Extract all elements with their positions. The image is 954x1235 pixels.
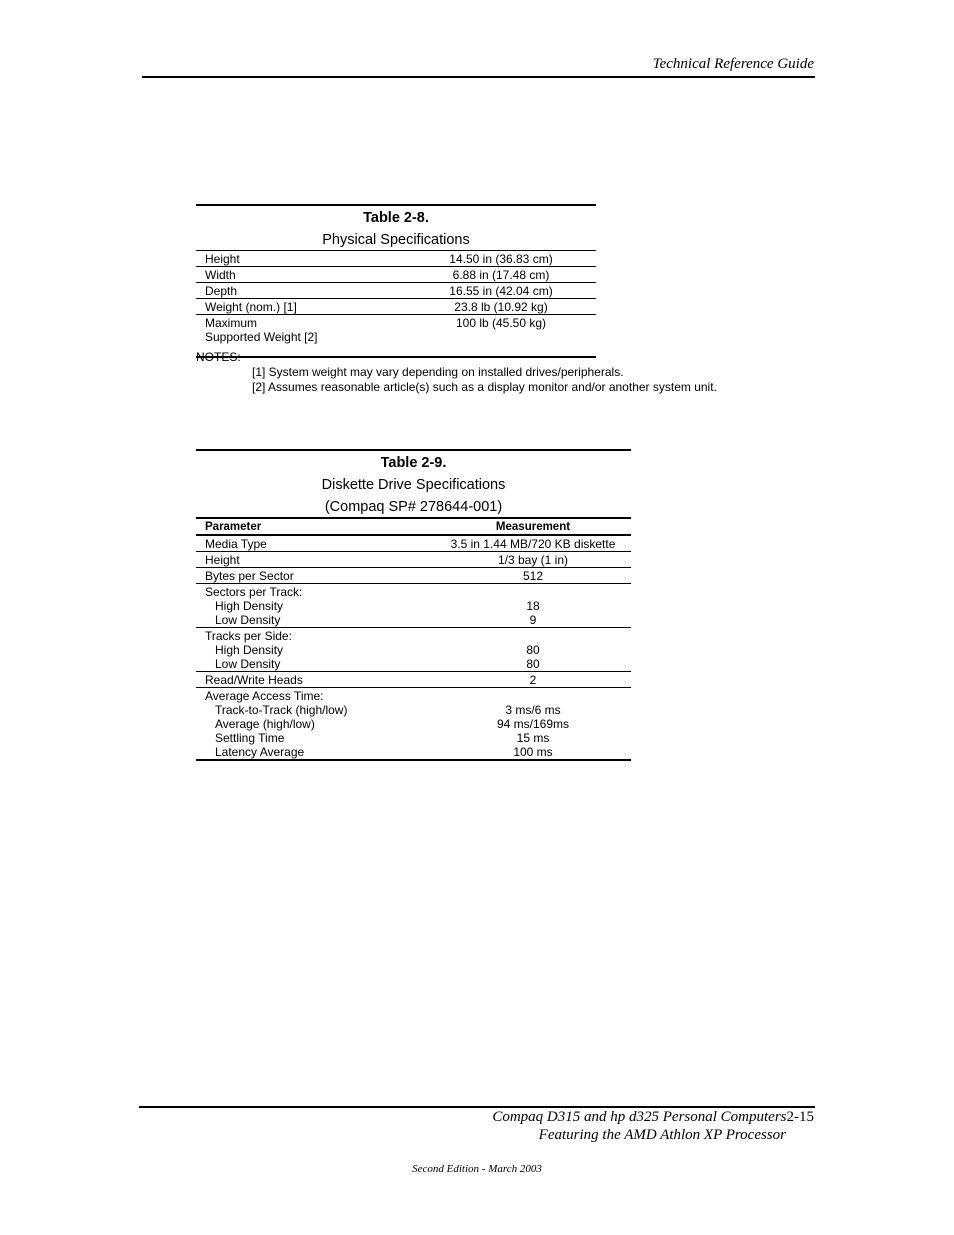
table-row	[196, 672, 631, 688]
header-rule	[142, 76, 815, 78]
edition-note: Second Edition - March 2003	[412, 1163, 542, 1175]
running-header-title: Technical Reference Guide	[652, 56, 814, 72]
table-row	[196, 688, 631, 703]
param-cell: Bytes per Sector	[205, 569, 294, 583]
note-item: [1] System weight may vary depending on installed drives/peripherals.	[252, 365, 624, 379]
table-subtitle: (Compaq SP# 278644-001)	[324, 499, 503, 515]
table-row	[196, 283, 596, 299]
table-row	[196, 703, 631, 717]
table-row	[196, 584, 631, 599]
table-caption	[196, 449, 631, 517]
value-cell: 16.55 in (42.04 cm)	[449, 284, 553, 298]
table-title: Diskette Drive Specifications	[321, 477, 506, 493]
value-cell: 2	[529, 673, 537, 687]
table-row	[196, 267, 596, 283]
table-row	[196, 657, 631, 671]
param-cell: Low Density	[215, 657, 281, 671]
value-cell: 80	[526, 657, 540, 671]
table-caption	[196, 204, 596, 250]
table-row	[196, 643, 631, 657]
table-notes	[196, 350, 717, 395]
footer-title	[492, 1109, 814, 1126]
value-cell: 18	[526, 599, 540, 613]
param-cell: Tracks per Side:	[205, 629, 292, 643]
value-cell: 100 lb (45.50 kg)	[455, 316, 547, 330]
param-cell: Average Access Time:	[205, 689, 324, 703]
table-group-access-time	[196, 688, 631, 761]
param-cell: Height	[205, 553, 240, 567]
table-row	[196, 731, 631, 745]
param-line: Maximum	[205, 316, 258, 330]
param-cell: High Density	[215, 599, 284, 613]
table-diskette-drive-specifications	[196, 449, 631, 761]
table-row	[196, 613, 631, 627]
page-number: 2-15	[786, 1109, 814, 1125]
header-parameter: Parameter	[205, 521, 262, 533]
table-group-sectors	[196, 584, 631, 628]
param-cell: Low Density	[215, 613, 281, 627]
value-cell: 512	[522, 569, 544, 583]
param-cell: Weight (nom.) [1]	[205, 300, 297, 314]
param-cell: Height	[205, 252, 240, 266]
table-row	[196, 250, 596, 267]
value-cell: 14.50 in (36.83 cm)	[449, 252, 553, 266]
param-cell	[196, 316, 406, 344]
value-cell: 1/3 bay (1 in)	[497, 553, 569, 567]
table-row	[196, 599, 631, 613]
notes-label: NOTES:	[196, 350, 241, 364]
param-cell: Latency Average	[215, 745, 305, 759]
table-number: Table 2-9.	[380, 455, 447, 471]
table-row	[196, 628, 631, 643]
value-cell: 80	[526, 643, 540, 657]
footer-title-text: Compaq D315 and hp d325 Personal Computers	[492, 1109, 787, 1125]
param-cell: Settling Time	[215, 731, 285, 745]
value-cell: 100 ms	[513, 745, 553, 759]
table-row	[196, 745, 631, 759]
table-row	[196, 717, 631, 731]
value-cell: 9	[529, 613, 537, 627]
param-cell: Width	[205, 268, 236, 282]
param-cell: Depth	[205, 284, 238, 298]
table-group-tracks	[196, 628, 631, 672]
table-row	[196, 299, 596, 315]
value-cell: 94 ms/169ms	[496, 717, 570, 731]
param-cell: High Density	[215, 643, 284, 657]
param-cell: Read/Write Heads	[205, 673, 303, 687]
value-cell: 15 ms	[516, 731, 550, 745]
value-cell: 3 ms/6 ms	[505, 703, 561, 717]
table-row	[196, 552, 631, 568]
table-header-row	[196, 517, 631, 536]
footer-subtitle: Featuring the AMD Athlon XP Processor	[538, 1127, 786, 1143]
header-measurement: Measurement	[495, 521, 571, 533]
note-item: [2] Assumes reasonable article(s) such as a display monitor and/or another system unit.	[252, 380, 717, 394]
param-cell: Average (high/low)	[215, 717, 315, 731]
param-cell: Sectors per Track:	[205, 585, 303, 599]
value-cell: 23.8 lb (10.92 kg)	[454, 300, 548, 314]
table-row	[196, 536, 631, 552]
value-cell: 3.5 in 1.44 MB/720 KB diskette	[450, 537, 616, 551]
table-physical-specifications	[196, 204, 596, 358]
value-cell: 6.88 in (17.48 cm)	[452, 268, 550, 282]
param-line: Supported Weight [2]	[205, 330, 318, 344]
table-number: Table 2-8.	[363, 210, 429, 226]
footer-rule	[139, 1106, 815, 1108]
param-cell: Media Type	[205, 537, 267, 551]
table-row	[196, 568, 631, 584]
table-title: Physical Specifications	[322, 232, 470, 248]
param-cell: Track-to-Track (high/low)	[215, 703, 348, 717]
